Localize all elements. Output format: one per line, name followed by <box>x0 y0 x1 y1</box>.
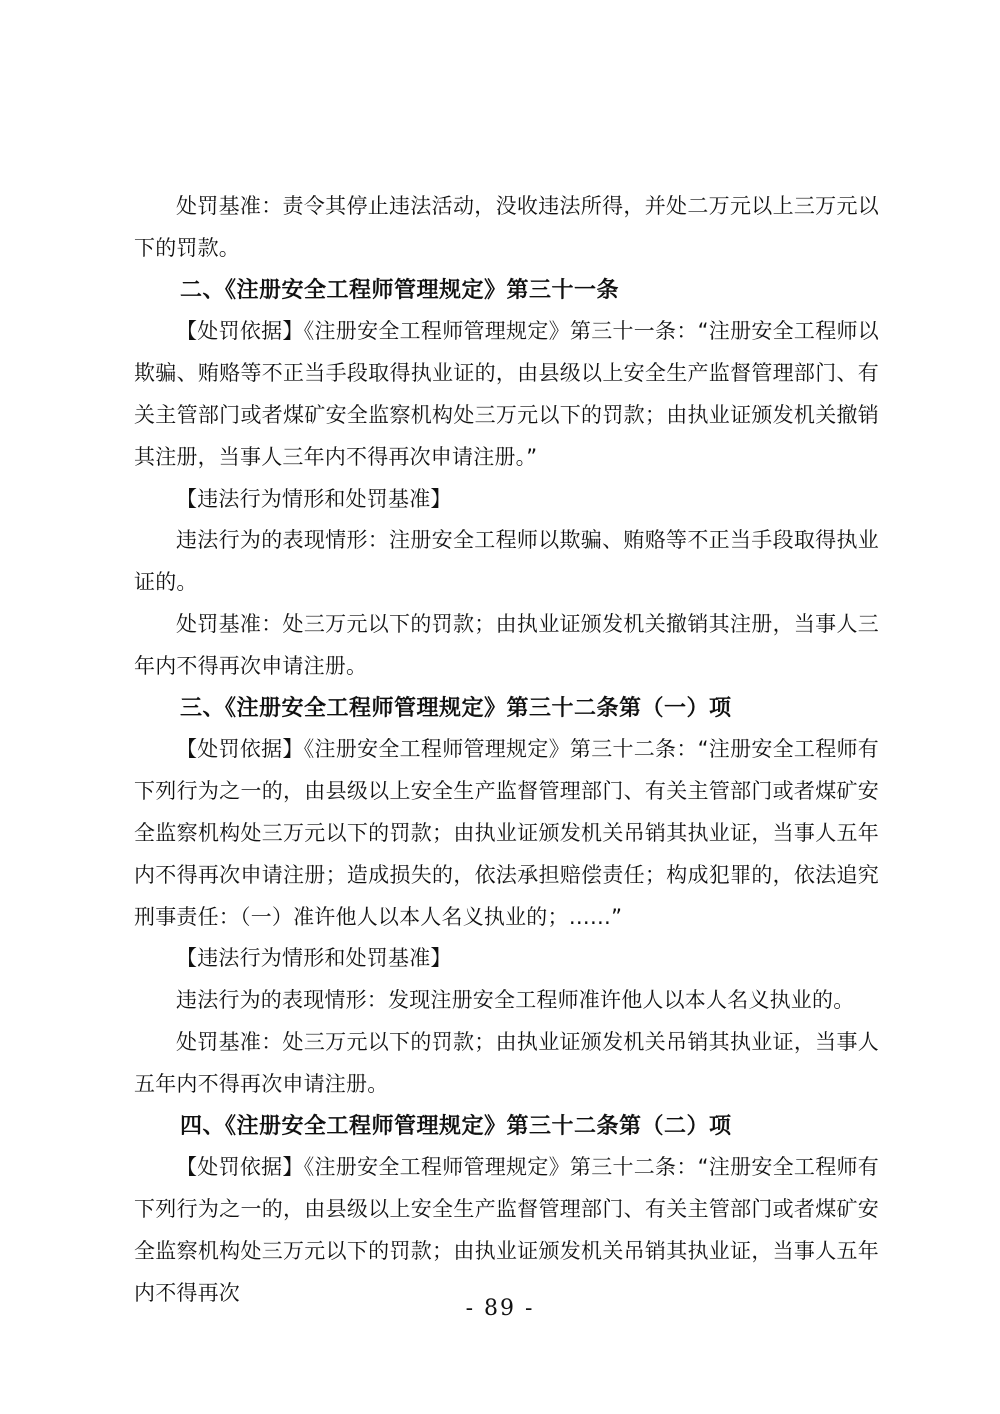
penalty-basis-paragraph: 【处罚依据】《注册安全工程师管理规定》第三十二条：“注册安全工程师有下列行为之一的，由县级以上安全生产监督管理部门、有关主管部门或者煤矿安全监察机构处三万元以下的罚款；由执业证颁发机关吊销其执业证，当事人五年内不得再次申请注册；造成损失的，依法承担赔偿责任；构成犯罪的，依法追究刑事责任：（一）准许他人以本人名义执业的；……” <box>134 737 879 929</box>
penalty-standard-paragraph: 处罚基准：处三万元以下的罚款；由执业证颁发机关吊销其执业证，当事人五年内不得再次申请注册。 <box>134 1029 879 1096</box>
penalty-basis-paragraph: 【处罚依据】《注册安全工程师管理规定》第三十一条：“注册安全工程师以欺骗、贿赂等不正当手段取得执业证的，由县级以上安全生产监督管理部门、有关主管部门或者煤矿安全监察机构处三万元以下的罚款；由执业证颁发机关撤销其注册，当事人三年内不得再次申请注册。” <box>134 319 879 469</box>
section-heading-4: 四、《注册安全工程师管理规定》第三十二条第（二）项 <box>180 1112 732 1139</box>
violation-standard-label: 【违法行为情形和处罚基准】 <box>176 946 452 971</box>
violation-situation-paragraph: 违法行为的表现情形：注册安全工程师以欺骗、贿赂等不正当手段取得执业证的。 <box>134 528 879 595</box>
page-number: - 89 - <box>465 1296 535 1321</box>
page-body <box>134 186 879 1315</box>
penalty-standard-paragraph: 处罚基准：责令其停止违法活动，没收违法所得，并处二万元以上三万元以下的罚款。 <box>134 194 879 260</box>
violation-standard-label: 【违法行为情形和处罚基准】 <box>176 486 452 511</box>
section-heading-2: 二、《注册安全工程师管理规定》第三十一条 <box>180 276 620 303</box>
violation-situation-paragraph: 违法行为的表现情形：发现注册安全工程师准许他人以本人名义执业的。 <box>176 988 855 1013</box>
penalty-standard-paragraph: 处罚基准：处三万元以下的罚款；由执业证颁发机关撤销其注册，当事人三年内不得再次申请注册。 <box>134 611 879 678</box>
section-heading-3: 三、《注册安全工程师管理规定》第三十二条第（一）项 <box>180 694 732 721</box>
penalty-basis-paragraph: 【处罚依据】《注册安全工程师管理规定》第三十二条：“注册安全工程师有下列行为之一的，由县级以上安全生产监督管理部门、有关主管部门或者煤矿安全监察机构处三万元以下的罚款；由执业证颁发机关吊销其执业证，当事人五年内不得再次 <box>134 1155 879 1305</box>
